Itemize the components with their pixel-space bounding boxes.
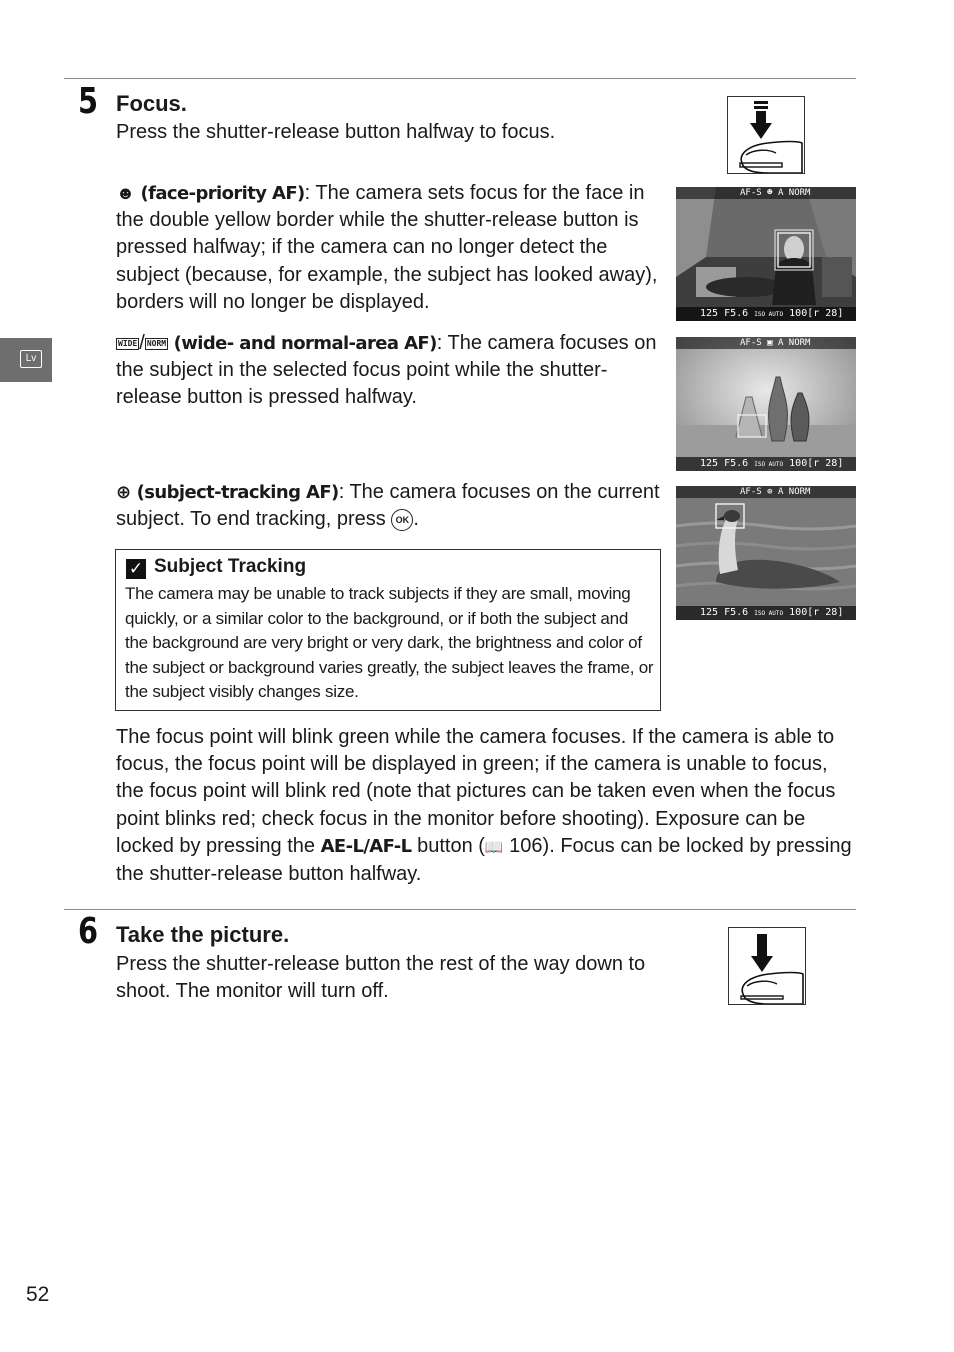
normal-area-icon: NORM [146, 339, 167, 348]
screen-bottom-info: 125 F5.6 ISO AUTO 100[r 28] [700, 607, 844, 618]
step-5-title: Focus. [116, 91, 187, 116]
monitor-subject-tracking [676, 486, 856, 620]
screen-top-info: AF-S ☻ A NORM [740, 188, 811, 198]
summary-text-2: button ( [411, 834, 485, 857]
check-icon: ✓ [126, 559, 146, 579]
monitor-wide-area [676, 337, 856, 471]
shutter-half-press-icon [727, 96, 805, 174]
top-rule [64, 78, 856, 79]
step-5-intro: Press the shutter-release button halfway to focus. [116, 121, 556, 143]
tracking-text-end: . [413, 508, 419, 531]
summary-text-3: ). Focus can be locked by pressing the shutter-release button halfway. [116, 834, 852, 886]
step-6-number: 6 [78, 911, 99, 952]
live-view-section-tab [0, 338, 52, 382]
page-reference: 106 [509, 834, 543, 857]
wide-normal-text: : The camera focuses on the subject in the selected focus point while the shutter-release button is pressed halfway. [116, 332, 657, 409]
ok-button-icon: OK [391, 509, 413, 531]
live-view-icon: Lv [20, 350, 42, 368]
summary-text-1: The focus point will blink green while the camera focuses. If the camera is able to focus, the focus point will be displayed in green; if the camera is unable to focus, the focus point will blink red (note that pictures can be taken even when the focus point blinks red; check focus in the monitor before shooting). Exposure can be locked by pressing the [116, 726, 836, 857]
wide-normal-paragraph: WIDE / NORM (wide- and normal-area AF): The camera focuses on the subject in the selected focus point while the shutter-release button is pressed halfway. [116, 332, 657, 409]
note-text: The camera may be unable to track subjects if they are small, moving quickly, or a similar color to the background, or if both the subject and the background are very bright or very dark, the brightness and color of the subject or background varies greatly, the subject leaves the frame, or the subject visibly changes size. [125, 584, 654, 701]
step-6-text: Press the shutter-release button the rest of the way down to shoot. The monitor will turn off. [116, 953, 646, 1003]
tracking-text: : The camera focuses on the current subject. To end tracking, press [116, 481, 660, 531]
tracking-label: (subject-tracking AF) [136, 482, 339, 503]
shutter-full-press-icon [728, 927, 806, 1005]
face-priority-text: : The camera sets focus for the face in the double yellow border while the shutter-release button is pressed halfway; if the camera can no longer detect the subject (because, for example, the subject has looked away), borders will no longer be displayed. [116, 182, 658, 313]
subject-tracking-note [115, 549, 661, 711]
wide-area-icon: WIDE [118, 339, 138, 348]
step-6-title: Take the picture. [116, 922, 290, 947]
ael-afl-button-label: AE-L/AF-L [320, 835, 412, 857]
screen-bottom-info: 125 F5.6 ISO AUTO 100[r 28] [700, 308, 844, 319]
note-title-text: Subject Tracking [154, 556, 307, 577]
page-number: 52 [26, 1283, 50, 1306]
face-priority-icon: ☻ [116, 183, 135, 203]
face-priority-paragraph [116, 180, 661, 316]
tracking-paragraph [116, 479, 661, 533]
screen-top-info: AF-S ▣ A NORM [740, 338, 811, 348]
wide-normal-label: (wide- and normal-area AF) [173, 333, 437, 354]
step-5-number: 5 [78, 81, 99, 122]
step-6-rule [64, 909, 856, 910]
face-priority-label: (face-priority AF) [140, 183, 305, 204]
book-icon: 📖 [484, 838, 504, 856]
screen-top-info: AF-S ⊕ A NORM [740, 487, 811, 497]
focus-summary-paragraph [116, 724, 856, 888]
screen-bottom-info: 125 F5.6 ISO AUTO 100[r 28] [700, 458, 844, 469]
monitor-face-priority [676, 187, 856, 321]
note-title [126, 554, 306, 580]
tracking-icon: ⊕ [116, 482, 132, 502]
